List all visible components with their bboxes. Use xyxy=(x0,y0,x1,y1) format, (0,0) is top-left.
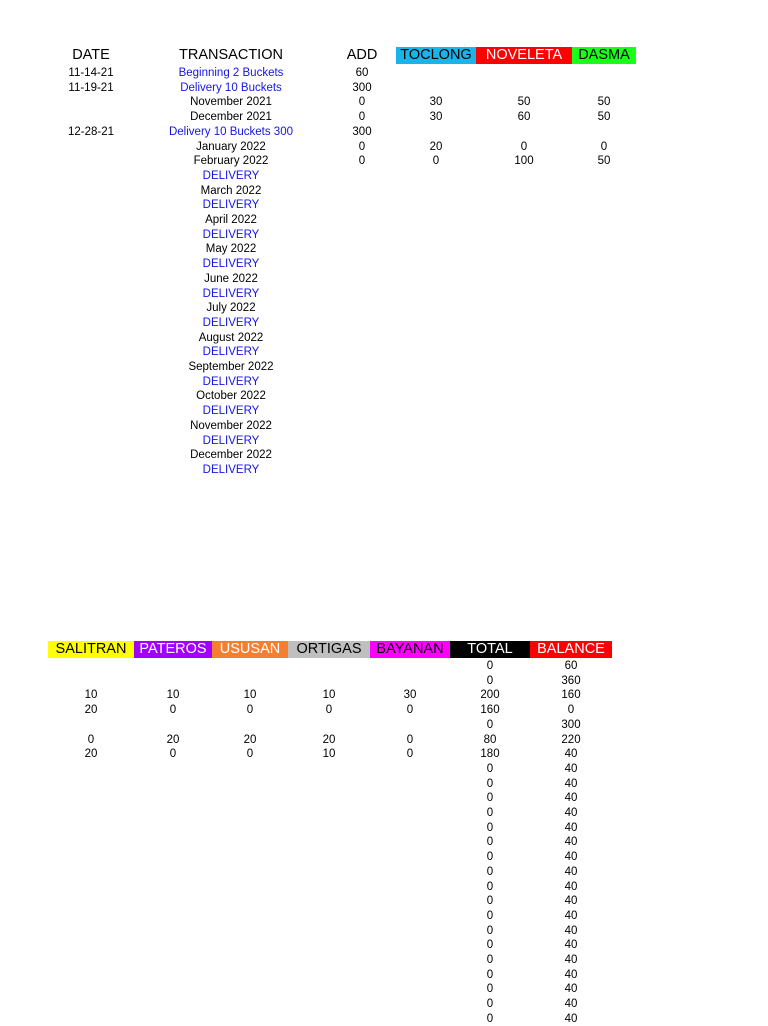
cell-balance: 220 xyxy=(561,733,581,746)
cell-balance: 40 xyxy=(564,968,578,981)
cell-pateros: 0 xyxy=(169,704,177,717)
cell-total: 0 xyxy=(486,807,494,819)
cell-balance: 40 xyxy=(564,983,578,996)
cell-dasma: 50 xyxy=(597,155,611,168)
cell-pateros: 0 xyxy=(169,748,177,761)
cell-transaction: April 2022 xyxy=(205,214,257,226)
cell-transaction: DELIVERY xyxy=(202,463,260,476)
cell-total: 200 xyxy=(480,689,500,702)
cell-balance: 360 xyxy=(561,674,581,687)
cell-total: 0 xyxy=(486,792,494,805)
cell-transaction: January 2022 xyxy=(196,140,266,153)
header-total: TOTAL xyxy=(450,641,530,658)
cell-total: 0 xyxy=(486,968,494,981)
cell-transaction: October 2022 xyxy=(196,390,266,403)
cell-total: 0 xyxy=(486,1012,494,1025)
cell-transaction: November 2021 xyxy=(190,96,272,109)
cell-transaction: DELIVERY xyxy=(202,434,260,447)
header-toclong: TOCLONG xyxy=(396,47,476,64)
cell-total: 0 xyxy=(486,939,494,952)
cell-transaction: DELIVERY xyxy=(202,199,260,212)
cell-balance: 40 xyxy=(564,807,578,819)
cell-bayanan: 0 xyxy=(406,704,414,717)
cell-ortigas: 0 xyxy=(325,704,333,717)
cell-transaction: DELIVERY xyxy=(202,375,260,388)
cell-add: 0 xyxy=(358,96,366,109)
cell-total: 180 xyxy=(480,748,500,761)
cell-transaction: December 2021 xyxy=(190,111,272,124)
cell-salitran: 20 xyxy=(84,748,98,761)
cell-transaction: DELIVERY xyxy=(202,405,260,418)
cell-balance: 40 xyxy=(564,777,578,790)
cell-balance: 40 xyxy=(564,924,578,937)
cell-toclong: 30 xyxy=(429,111,443,124)
cell-transaction: February 2022 xyxy=(193,155,269,168)
cell-transaction: July 2022 xyxy=(206,302,256,315)
cell-transaction: DELIVERY xyxy=(202,258,260,271)
cell-balance: 40 xyxy=(564,998,578,1011)
cell-balance: 40 xyxy=(564,909,578,922)
cell-total: 0 xyxy=(486,880,494,893)
cell-toclong: 0 xyxy=(432,155,440,168)
cell-total: 0 xyxy=(486,821,494,834)
cell-dasma: 50 xyxy=(597,111,611,124)
cell-date: 11-19-21 xyxy=(68,81,114,94)
cell-bayanan: 0 xyxy=(406,733,414,746)
cell-balance: 40 xyxy=(564,836,578,849)
cell-transaction: November 2022 xyxy=(190,419,272,432)
cell-date: 11-14-21 xyxy=(68,67,114,79)
cell-total: 0 xyxy=(486,998,494,1011)
cell-ususan: 20 xyxy=(243,733,257,746)
header-bayanan: BAYANAN xyxy=(370,641,450,658)
cell-balance: 40 xyxy=(564,792,578,805)
cell-add: 0 xyxy=(358,140,366,153)
cell-transaction: August 2022 xyxy=(198,331,264,344)
cell-total: 0 xyxy=(486,836,494,849)
cell-transaction: December 2022 xyxy=(190,449,272,462)
cell-dasma: 50 xyxy=(597,96,611,109)
cell-balance: 40 xyxy=(564,895,578,908)
cell-transaction: Delivery 10 Buckets xyxy=(180,81,282,94)
cell-balance: 300 xyxy=(561,718,581,731)
cell-ortigas: 20 xyxy=(322,733,336,746)
header-noveleta: NOVELETA xyxy=(476,47,572,64)
header-transaction: TRANSACTION xyxy=(179,47,283,63)
cell-total: 0 xyxy=(486,660,494,672)
cell-balance: 0 xyxy=(567,704,575,717)
cell-balance: 40 xyxy=(564,880,578,893)
cell-total: 80 xyxy=(483,733,497,746)
header-date: DATE xyxy=(72,47,110,63)
cell-transaction: DELIVERY xyxy=(202,169,260,182)
cell-total: 0 xyxy=(486,718,494,731)
cell-noveleta: 50 xyxy=(517,96,531,109)
cell-pateros: 20 xyxy=(166,733,180,746)
cell-toclong: 30 xyxy=(429,96,443,109)
cell-add: 300 xyxy=(352,81,372,94)
cell-add: 300 xyxy=(352,125,372,138)
cell-noveleta: 60 xyxy=(517,111,531,124)
cell-total: 0 xyxy=(486,954,494,966)
cell-ortigas: 10 xyxy=(322,689,336,702)
cell-ususan: 0 xyxy=(246,704,254,717)
cell-salitran: 10 xyxy=(84,689,98,702)
cell-balance: 60 xyxy=(564,660,578,672)
cell-noveleta: 0 xyxy=(520,140,528,153)
cell-transaction: DELIVERY xyxy=(202,346,260,359)
cell-transaction: DELIVERY xyxy=(202,287,260,300)
cell-transaction: September 2022 xyxy=(188,361,274,373)
cell-toclong: 20 xyxy=(429,140,443,153)
cell-add: 0 xyxy=(358,111,366,124)
cell-transaction: Delivery 10 Buckets 300 xyxy=(168,125,293,138)
cell-balance: 40 xyxy=(564,954,578,966)
cell-balance: 40 xyxy=(564,821,578,834)
cell-ususan: 0 xyxy=(246,748,254,761)
cell-total: 0 xyxy=(486,909,494,922)
cell-total: 0 xyxy=(486,865,494,878)
cell-total: 0 xyxy=(486,983,494,996)
cell-total: 160 xyxy=(480,704,500,717)
cell-ususan: 10 xyxy=(243,689,257,702)
header-pateros: PATEROS xyxy=(134,641,212,658)
header-add: ADD xyxy=(346,47,378,63)
cell-noveleta: 100 xyxy=(514,155,534,168)
cell-salitran: 20 xyxy=(84,704,98,717)
cell-add: 0 xyxy=(358,155,366,168)
cell-balance: 40 xyxy=(564,1012,578,1025)
cell-transaction: May 2022 xyxy=(205,243,257,256)
cell-pateros: 10 xyxy=(166,689,180,702)
header-salitran: SALITRAN xyxy=(48,641,134,658)
cell-transaction: DELIVERY xyxy=(202,316,260,329)
cell-total: 0 xyxy=(486,895,494,908)
cell-add: 60 xyxy=(355,67,369,79)
header-balance: BALANCE xyxy=(530,641,612,658)
cell-date: 12-28-21 xyxy=(67,125,115,138)
cell-transaction: DELIVERY xyxy=(202,228,260,241)
cell-total: 0 xyxy=(486,674,494,687)
cell-balance: 40 xyxy=(564,762,578,775)
cell-bayanan: 0 xyxy=(406,748,414,761)
cell-total: 0 xyxy=(486,851,494,864)
cell-salitran: 0 xyxy=(87,733,95,746)
cell-total: 0 xyxy=(486,924,494,937)
cell-balance: 40 xyxy=(564,748,578,761)
cell-transaction: March 2022 xyxy=(200,184,262,197)
cell-transaction: Beginning 2 Buckets xyxy=(178,67,284,79)
cell-balance: 160 xyxy=(561,689,581,702)
header-ususan: USUSAN xyxy=(212,641,288,658)
cell-balance: 40 xyxy=(564,939,578,952)
cell-bayanan: 30 xyxy=(403,689,417,702)
cell-transaction: June 2022 xyxy=(204,272,258,285)
cell-balance: 40 xyxy=(564,851,578,864)
cell-ortigas: 10 xyxy=(322,748,336,761)
cell-total: 0 xyxy=(486,762,494,775)
cell-balance: 40 xyxy=(564,865,578,878)
header-ortigas: ORTIGAS xyxy=(288,641,370,658)
cell-dasma: 0 xyxy=(600,140,608,153)
header-dasma: DASMA xyxy=(572,47,636,64)
cell-total: 0 xyxy=(486,777,494,790)
